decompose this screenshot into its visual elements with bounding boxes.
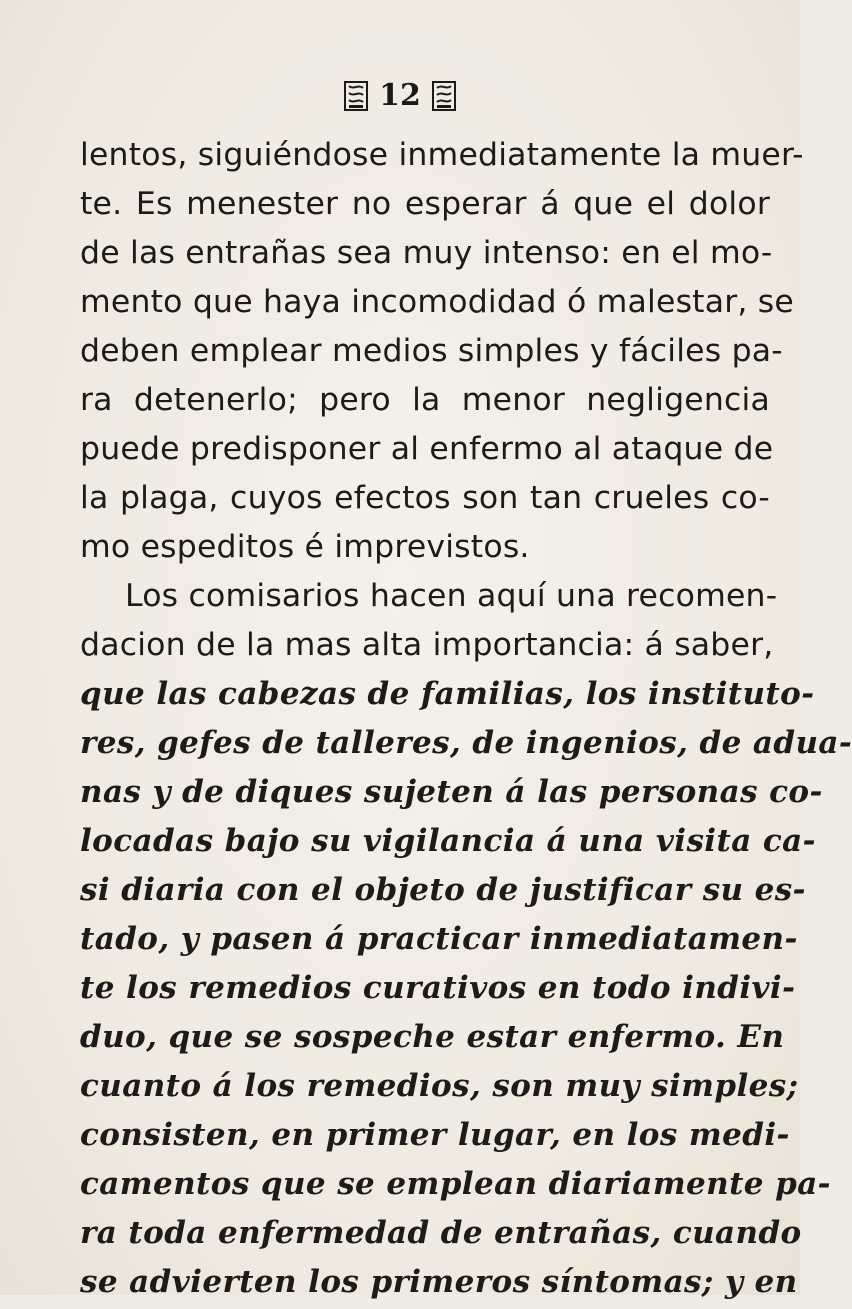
italic-text-line: res, gefes de talleres, de ingenios, de adua- [80, 725, 852, 761]
text-line: mo espeditos é imprevistos. [80, 529, 530, 565]
italic-text-line: cuanto á los remedios, son muy simples; [80, 1068, 799, 1104]
printers-ornament-icon [343, 80, 369, 112]
text-line: dacion de la mas alta importancia: á saber, [80, 627, 774, 663]
italic-text-line: que las cabezas de familias, los instituto- [80, 676, 815, 712]
paragraph-start-line: Los comisarios hacen aquí una recomen- [125, 578, 778, 614]
page-header [0, 76, 800, 116]
printers-ornament-icon [431, 80, 457, 112]
italic-text-line: si diaria con el objeto de justificar su es- [80, 872, 806, 908]
text-line: lentos, siguiéndose inmediatamente la muer- [80, 137, 804, 173]
italic-text-line: locadas bajo su vigilancia á una visita ca- [80, 823, 816, 859]
text-line: mento que haya incomodidad ó malestar, se [80, 284, 794, 320]
italic-text-line: se advierten los primeros síntomas; y en [80, 1264, 798, 1300]
text-line: deben emplear medios simples y fáciles pa- [80, 333, 783, 369]
italic-text-line: duo, que se sospeche estar enfermo. En [80, 1019, 785, 1055]
italic-text-line: consisten, en primer lugar, en los medi- [80, 1117, 790, 1153]
italic-text-line: tado, y pasen á practicar inmediatamen- [80, 921, 798, 957]
text-line: puede predisponer al enfermo al ataque de [80, 431, 774, 467]
text-line: ra detenerlo; pero la menor negligencia [80, 382, 770, 418]
italic-text-line: nas y de diques sujeten á las personas co- [80, 774, 823, 810]
italic-text-line: ra toda enfermedad de entrañas, cuando [80, 1215, 802, 1251]
page-number: 12 [379, 78, 421, 113]
italic-text-line: camentos que se emplean diariamente pa- [80, 1166, 831, 1202]
text-line: de las entrañas sea muy intenso: en el mo- [80, 235, 773, 271]
text-line: te. Es menester no esperar á que el dolor [80, 186, 770, 222]
italic-text-line: te los remedios curativos en todo indivi- [80, 970, 796, 1006]
text-line: la plaga, cuyos efectos son tan crueles co- [80, 480, 770, 516]
